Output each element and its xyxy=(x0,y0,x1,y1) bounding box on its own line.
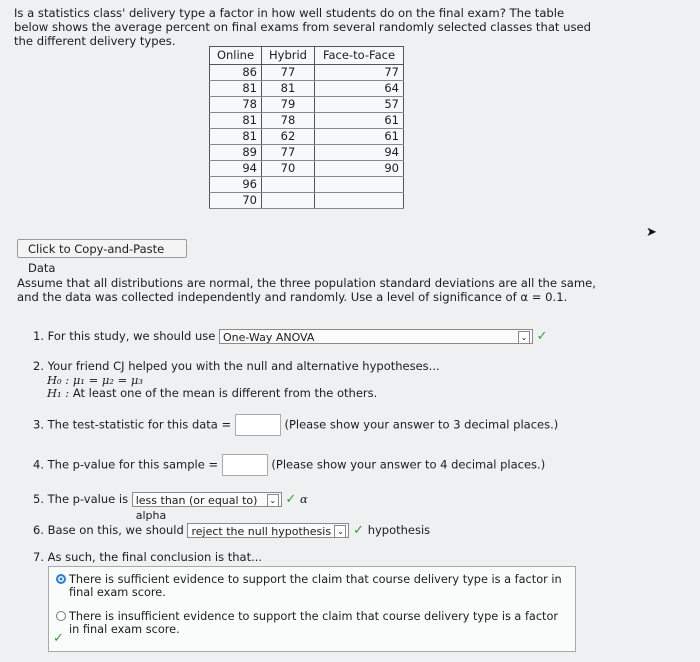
q1-label: 1. For this study, we should use xyxy=(33,329,216,343)
table-row xyxy=(210,193,404,209)
col-header-face-to-face: Face-to-Face xyxy=(315,47,404,65)
table-cell: 77 xyxy=(315,65,404,81)
question-4 xyxy=(33,454,545,476)
table-cell: 77 xyxy=(262,65,315,81)
q2-label: 2. Your friend CJ helped you with the null and alternative hypotheses... xyxy=(33,359,440,373)
table-cell: 96 xyxy=(210,177,262,193)
table-cell: 64 xyxy=(315,81,404,97)
table-row xyxy=(210,177,404,193)
correct-check-icon: ✓ xyxy=(353,523,365,538)
q3-label: 3. The test-statistic for this data = xyxy=(33,417,232,432)
alpha-symbol: α xyxy=(299,492,308,506)
test-statistic-input[interactable] xyxy=(235,414,281,436)
question-text: Is a statistics class' delivery type a factor in how well students do on the final exam? The table below shows the average percent on final exams from several randomly selected classes that used the different delivery types. xyxy=(14,6,592,48)
table-cell: 89 xyxy=(210,145,262,161)
table-cell: 61 xyxy=(315,129,404,145)
table-cell: 61 xyxy=(315,113,404,129)
chevron-down-icon: ⌄ xyxy=(334,525,346,538)
h0-label: H₀ : xyxy=(47,373,70,387)
h0-statement: μ₁ = μ₂ = μ₃ xyxy=(72,373,143,387)
decision-selected: reject the null hypothesis xyxy=(191,525,332,538)
question-1 xyxy=(33,329,548,344)
radio-unselected[interactable] xyxy=(56,611,66,621)
h1-statement: At least one of the mean is different from the others. xyxy=(72,386,378,400)
table-cell: 94 xyxy=(315,145,404,161)
table-row xyxy=(210,129,404,145)
table-cell: 81 xyxy=(210,81,262,97)
null-hypothesis xyxy=(47,373,143,387)
alternative-hypothesis xyxy=(47,386,377,400)
p-value-input[interactable] xyxy=(222,454,268,476)
table-cell xyxy=(315,177,404,193)
correct-check-icon: ✓ xyxy=(536,329,548,344)
table-row xyxy=(210,81,404,97)
table-cell: 57 xyxy=(315,97,404,113)
conclusion-option-sufficient[interactable] xyxy=(69,573,569,599)
chevron-down-icon: ⌄ xyxy=(518,331,530,344)
table-cell: 62 xyxy=(262,129,315,145)
table-row xyxy=(210,113,404,129)
table-cell: 79 xyxy=(262,97,315,113)
table-cell: 77 xyxy=(262,145,315,161)
table-cell: 78 xyxy=(210,97,262,113)
table-row xyxy=(210,161,404,177)
table-cell: 70 xyxy=(262,161,315,177)
table-cell: 78 xyxy=(262,113,315,129)
copy-paste-data-button[interactable]: Click to Copy-and-Paste Data xyxy=(17,239,187,258)
option-text: There is insufficient evidence to support the claim that course delivery type is a factor in final exam score. xyxy=(69,610,559,636)
table-cell: 81 xyxy=(210,129,262,145)
conclusion-options xyxy=(48,566,576,652)
table-cell xyxy=(262,177,315,193)
test-type-select[interactable] xyxy=(219,329,533,344)
assumption-text: Assume that all distributions are normal, the three population standard deviations are all the same, and the data was collected independently and randomly. Use a level of significance of α = 0.1. xyxy=(17,276,596,304)
q4-note: (Please show your answer to 4 decimal places.) xyxy=(271,457,546,472)
table-cell: 94 xyxy=(210,161,262,177)
h1-label: H₁ : xyxy=(47,386,70,400)
option-text: There is sufficient evidence to support the claim that course delivery type is a factor in final exam score. xyxy=(69,573,562,599)
mouse-cursor-icon: ➤ xyxy=(646,225,657,240)
question-5 xyxy=(33,492,308,522)
table-cell: 81 xyxy=(262,81,315,97)
table-cell xyxy=(262,193,315,209)
table-row xyxy=(210,65,404,81)
col-header-hybrid: Hybrid xyxy=(262,47,315,65)
question-3 xyxy=(33,414,558,436)
col-header-online: Online xyxy=(210,47,262,65)
p-value-comparison-select[interactable] xyxy=(132,492,282,522)
q6-label: 6. Base on this, we should xyxy=(33,523,184,537)
correct-check-icon: ✓ xyxy=(53,631,64,646)
table-cell xyxy=(315,193,404,209)
chevron-down-icon: ⌄ xyxy=(267,494,279,507)
q7-label: 7. As such, the final conclusion is that... xyxy=(33,550,263,564)
question-6 xyxy=(33,523,430,538)
table-cell: 70 xyxy=(210,193,262,209)
table-row xyxy=(210,145,404,161)
q3-note: (Please show your answer to 3 decimal places.) xyxy=(284,417,559,432)
table-cell: 86 xyxy=(210,65,262,81)
radio-selected[interactable] xyxy=(56,574,66,584)
data-table xyxy=(209,46,404,209)
conclusion-option-insufficient[interactable] xyxy=(69,610,569,636)
q4-label: 4. The p-value for this sample = xyxy=(33,457,219,472)
decision-select[interactable] xyxy=(187,523,349,538)
q5-label: 5. The p-value is xyxy=(33,492,129,506)
p-value-comparison-selected: less than (or equal to) alpha xyxy=(135,494,258,522)
table-cell: 90 xyxy=(315,161,404,177)
correct-check-icon: ✓ xyxy=(285,492,297,507)
table-row xyxy=(210,97,404,113)
table-cell: 81 xyxy=(210,113,262,129)
test-type-selected: One-Way ANOVA xyxy=(223,331,315,344)
q6-suffix: hypothesis xyxy=(367,523,431,537)
